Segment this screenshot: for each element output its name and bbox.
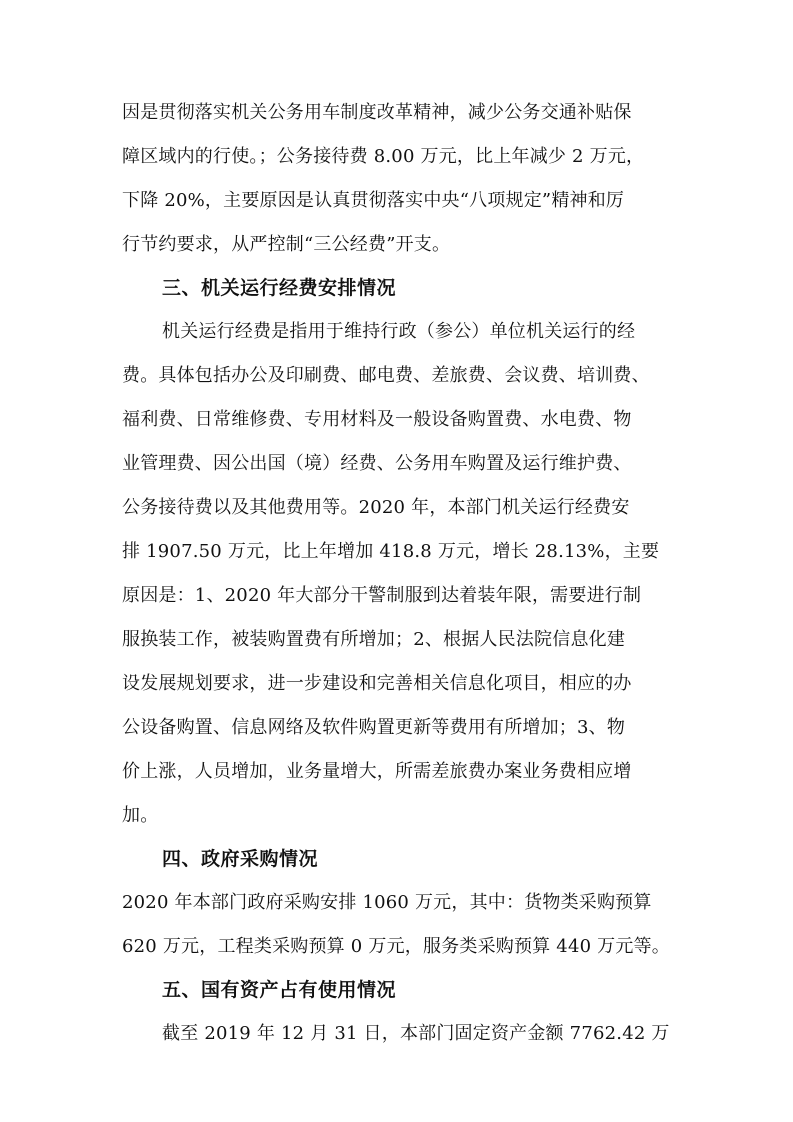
paragraph-line: 福利费、日常维修费、专用材料及一般设备购置费、水电费、物 <box>122 409 632 430</box>
paragraph-line: 原因是：1、2020 年大部分干警制服到达着装年限，需要进行制 <box>122 585 642 606</box>
section-heading-state-assets: 五、国有资产占有使用情况 <box>162 979 397 1001</box>
paragraph-line: 公务接待费以及其他费用等。2020 年，本部门机关运行经费安 <box>122 497 630 518</box>
paragraph-line: 加。 <box>122 805 159 826</box>
paragraph-line: 设发展规划要求，进一步建设和完善相关信息化项目，相应的办 <box>122 673 632 694</box>
paragraph-line: 620 万元，工程类采购预算 0 万元，服务类采购预算 440 万元等。 <box>122 936 670 957</box>
paragraph-line: 业管理费、因公出国（境）经费、公务用车购置及运行维护费、 <box>122 453 632 474</box>
paragraph-line: 截至 2019 年 12 月 31 日，本部门固定资产金额 7762.42 万 <box>162 1023 670 1044</box>
paragraph-line: 行节约要求，从严控制“三公经费”开支。 <box>122 234 451 255</box>
section-heading-operating-expenses: 三、机关运行经费安排情况 <box>162 277 397 299</box>
paragraph-line: 因是贯彻落实机关公务用车制度改革精神，减少公务交通补贴保 <box>122 102 632 123</box>
section-heading-government-procurement: 四、政府采购情况 <box>162 848 319 870</box>
paragraph-line: 排 1907.50 万元，比上年增加 418.8 万元，增长 28.13%，主要 <box>122 541 660 562</box>
paragraph-line: 服换装工作，被装购置费有所增加；2、根据人民法院信息化建 <box>122 629 626 650</box>
paragraph-line: 机关运行经费是指用于维持行政（参公）单位机关运行的经 <box>162 321 636 342</box>
paragraph-line: 公设备购置、信息网络及软件购置更新等费用有所增加；3、物 <box>122 717 626 738</box>
paragraph-line: 费。具体包括办公及印刷费、邮电费、差旅费、会议费、培训费、 <box>122 365 650 386</box>
paragraph-line: 2020 年本部门政府采购安排 1060 万元，其中：货物类采购预算 <box>122 892 652 913</box>
paragraph-line: 价上涨，人员增加，业务量增大，所需差旅费办案业务费相应增 <box>122 761 632 782</box>
paragraph-line: 下降 20%，主要原因是认真贯彻落实中央“八项规定”精神和厉 <box>122 190 625 211</box>
paragraph-line: 障区域内的行使。；公务接待费 8.00 万元，比上年减少 2 万元， <box>122 146 645 167</box>
